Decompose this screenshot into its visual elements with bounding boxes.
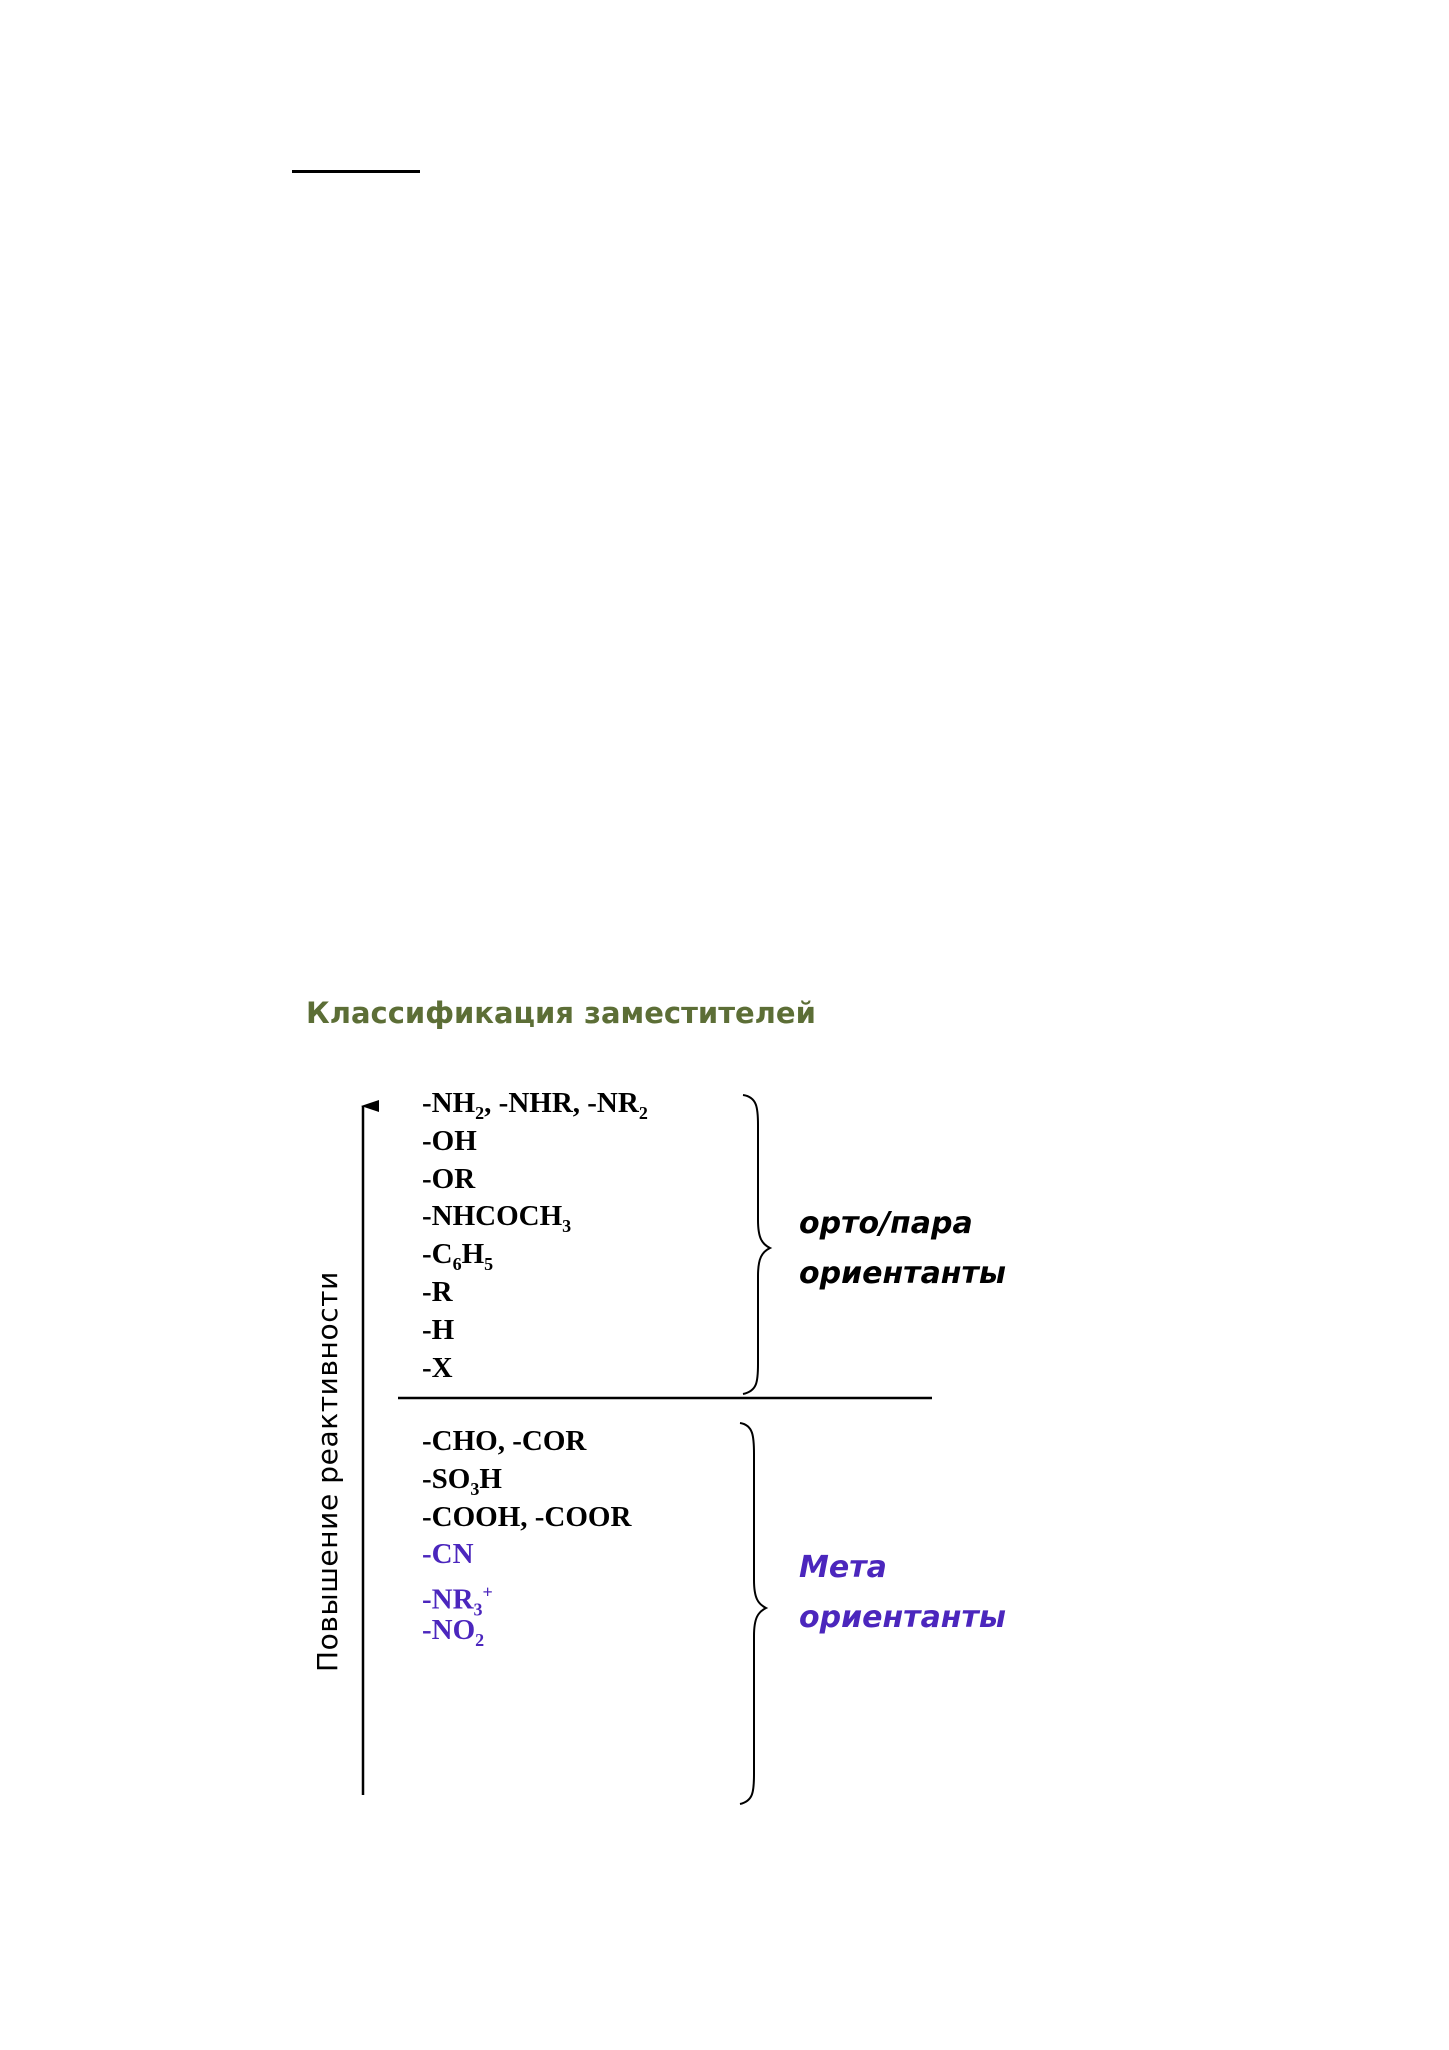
- formula-part: -CN: [422, 1538, 474, 1571]
- formula-part: 3: [473, 1599, 483, 1620]
- formula-part: -NR: [422, 1583, 474, 1616]
- formula-part: -H: [422, 1313, 455, 1346]
- formula-part: -X: [422, 1351, 453, 1384]
- ortho-para-brace: [743, 1095, 770, 1394]
- formula-part: -R: [422, 1275, 453, 1308]
- formula-part: -CHO, -COR: [422, 1425, 587, 1457]
- formula-part: -NHCOCH: [422, 1200, 563, 1233]
- ortho-para-substituent: [422, 1161, 648, 1199]
- formula-part: -COOH, -COOR: [422, 1500, 632, 1533]
- ortho-para-substituent: [422, 1350, 648, 1388]
- formula-part: -OR: [422, 1162, 476, 1195]
- formula-part: 2: [638, 1102, 648, 1123]
- reactivity-axis-label: Повышение реактивности: [311, 1271, 344, 1672]
- meta-label: [799, 1543, 1006, 1643]
- meta-label-line2: ориентанты: [799, 1600, 1007, 1635]
- meta-substituent: [422, 1499, 631, 1537]
- ortho-para-substituent: [422, 1312, 648, 1350]
- formula-part: +: [482, 1582, 493, 1603]
- formula-part: 3: [562, 1216, 572, 1237]
- ortho-para-substituent: [422, 1274, 648, 1312]
- ortho-para-substituent-list: [422, 1085, 648, 1387]
- formula-part: 2: [475, 1629, 485, 1650]
- formula-part: 2: [475, 1102, 485, 1123]
- diagram-title: Классификация заместителей: [306, 996, 816, 1030]
- meta-label-line1: Мета: [799, 1550, 887, 1585]
- meta-substituent: [422, 1536, 631, 1574]
- formula-part: 5: [484, 1253, 494, 1274]
- meta-substituent: [422, 1461, 631, 1499]
- formula-part: , -NHR, -NR: [484, 1087, 639, 1119]
- meta-substituent-list: [422, 1423, 631, 1650]
- formula-part: H: [461, 1238, 485, 1271]
- formula-part: -OH: [422, 1124, 477, 1157]
- meta-brace: [740, 1423, 766, 1804]
- ortho-para-substituent: [422, 1123, 648, 1161]
- meta-substituent: [422, 1574, 631, 1620]
- formula-part: 3: [470, 1478, 480, 1499]
- meta-substituent: [422, 1423, 631, 1461]
- ortho-para-substituent: [422, 1085, 648, 1123]
- formula-part: 6: [452, 1253, 462, 1274]
- meta-substituent: [422, 1612, 631, 1650]
- ortho-para-label: [799, 1199, 1006, 1299]
- ortho-para-substituent: [422, 1198, 648, 1236]
- formula-part: H: [479, 1462, 502, 1495]
- formula-part: -SO: [422, 1462, 471, 1495]
- ortho-para-label-line1: орто/пара: [799, 1206, 973, 1241]
- ortho-para-substituent: [422, 1236, 648, 1274]
- ortho-para-label-line2: ориентанты: [799, 1256, 1007, 1291]
- formula-part: -C: [422, 1238, 453, 1271]
- formula-part: -NH: [422, 1087, 476, 1119]
- formula-part: -NO: [422, 1613, 476, 1646]
